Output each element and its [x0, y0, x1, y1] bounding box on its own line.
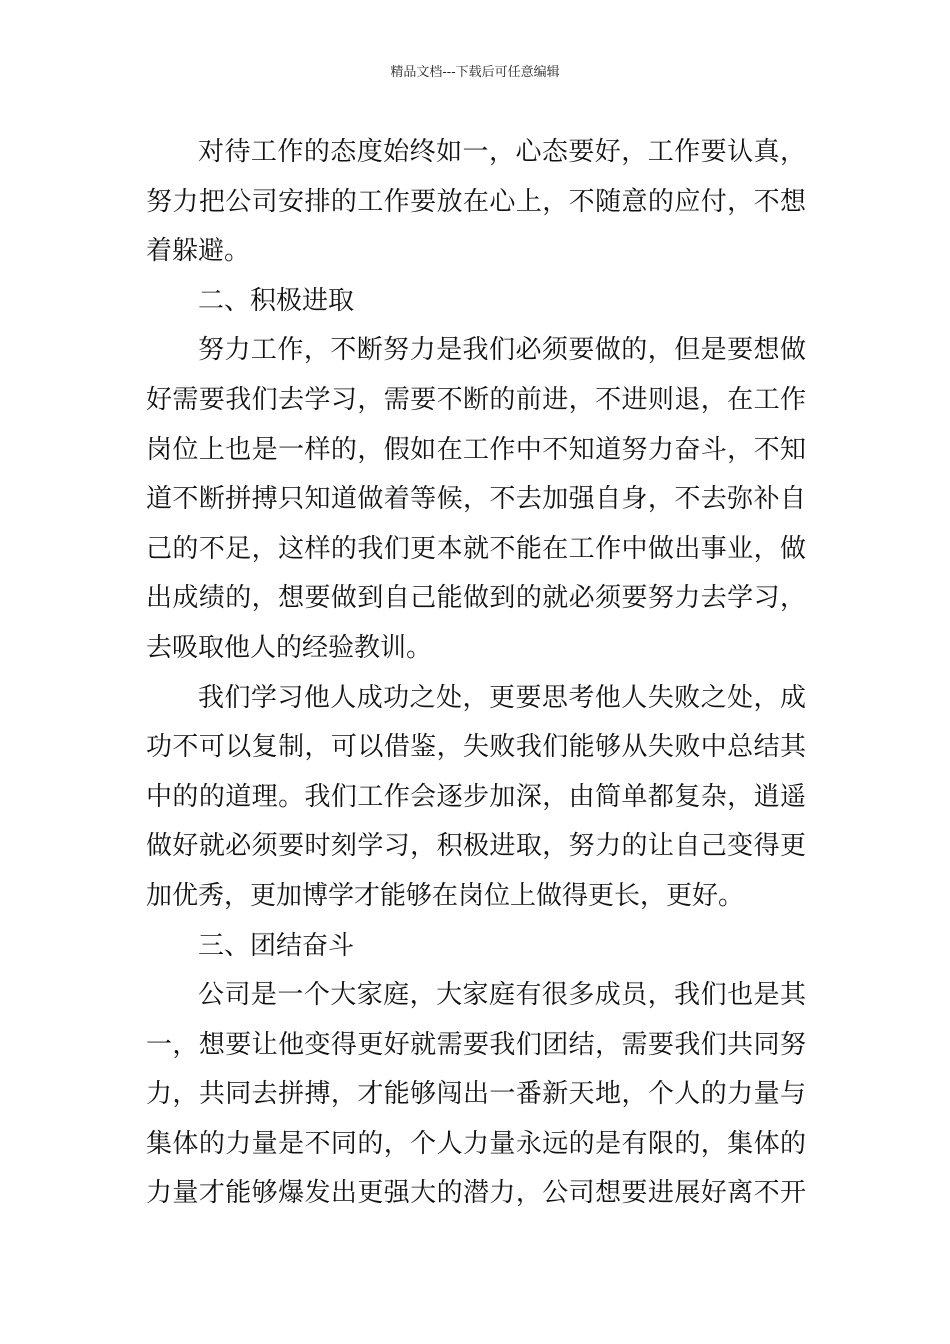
text-line: 努力工作，不断努力是我们必须要做的，但是要想做 [198, 335, 806, 366]
text-line: 做好就必须要时刻学习，积极进取，努力的让自己变得更 [146, 831, 806, 862]
text-line: 公司是一个大家庭，大家庭有很多成员，我们也是其 [198, 980, 806, 1011]
text-line: 道不断拼搏只知道做着等候，不去加强自身，不去弥补自 [146, 484, 806, 515]
text-line: 集体的力量是不同的，个人力量永远的是有限的，集体的 [146, 1128, 806, 1159]
text-line: 岗位上也是一样的，假如在工作中不知道努力奋斗，不知 [146, 434, 806, 465]
text-line: 己的不足，这样的我们更本就不能在工作中做出事业，做 [146, 533, 806, 564]
text-line: 三、团结奋斗 [198, 930, 355, 961]
text-line: 功不可以复制，可以借鉴，失败我们能够从失败中总结其 [146, 732, 806, 763]
text-line: 加优秀，更加博学才能够在岗位上做得更长，更好。 [146, 880, 745, 911]
page-header: 精品文档---下载后可任意编辑 [390, 65, 560, 80]
text-line: 努力把公司安排的工作要放在心上，不随意的应付，不想 [146, 186, 806, 217]
text-line: 去吸取他人的经验教训。 [146, 632, 433, 663]
text-line: 好需要我们去学习，需要不断的前进，不进则退，在工作 [146, 384, 806, 415]
body-text [146, 128, 806, 1219]
text-line: 对待工作的态度始终如一，心态要好，工作要认真， [198, 137, 806, 167]
text-line: 着躲避。 [146, 236, 251, 267]
text-line: 力，共同去拼搏，才能够闯出一番新天地，个人的力量与 [146, 1079, 806, 1110]
text-line: 我们学习他人成功之处，更要思考他人失败之处，成 [198, 682, 806, 713]
text-line: 中的的道理。我们工作会逐步加深，由简单都复杂，逍遥 [146, 781, 806, 812]
text-line: 出成绩的，想要做到自己能做到的就必须要努力去学习， [146, 583, 806, 614]
text-line: 一，想要让他变得更好就需要我们团结，需要我们共同努 [146, 1029, 806, 1060]
text-line: 二、积极进取 [198, 285, 355, 316]
text-line: 力量才能够爆发出更强大的潜力，公司想要进展好离不开 [146, 1178, 806, 1209]
